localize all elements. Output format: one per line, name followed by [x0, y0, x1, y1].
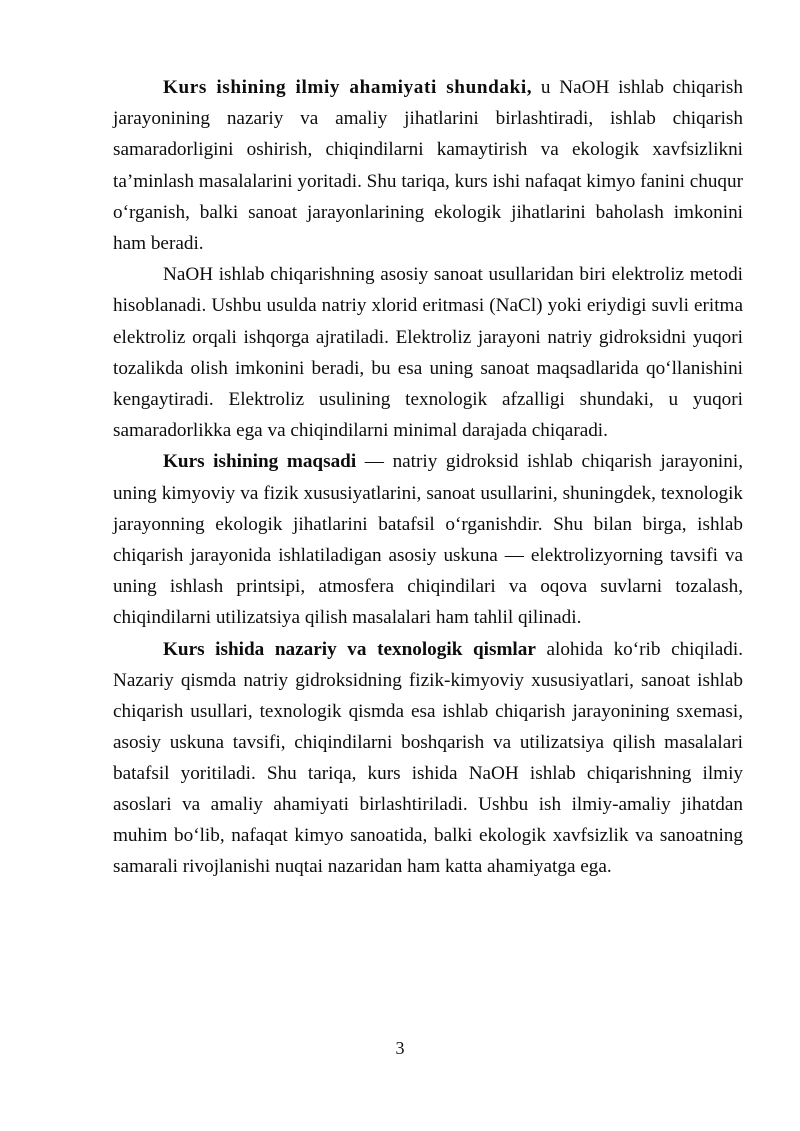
paragraph-4-body: alohida ko‘rib chiqiladi. Nazariy qismda natriy gidroksidning fizik-kimyoviy xususiyatlari, sanoat ishlab chiqarish usullari, texnologik qismda esa ishlab chiqarish jarayonining sxemasi, asosiy uskuna tavsifi, chiqindilarni boshqarish va utilizatsiya qilish masalalari batafsil yoritiladi. Shu tariqa, kurs ishida NaOH ishlab chiqarishning ilmiy asoslari va amaliy ahamiyati birlashtiriladi. Ushbu ish ilmiy-amaliy jihatdan muhim bo‘lib, nafaqat kimyo sanoatida, balki ekologik xavfsizlik va sanoatning samarali rivojlanishi nuqtai nazaridan ham katta ahamiyatga ega.	[113, 638, 743, 877]
paragraph-3	[113, 446, 743, 633]
paragraph-1-body: u NaOH ishlab chiqarish jarayonining nazariy va amaliy jihatlarini birlashtiradi, ishlab chiqarish samaradorligini oshirish, chiqindilarni kamaytirish va ekologik xavfsizlikni ta’minlash masalalarini yoritadi. Shu tariqa, kurs ishi nafaqat kimyo fanini chuqur o‘rganish, balki sanoat jarayonlarining ekologik jihatlarini baholash imkonini ham beradi.	[113, 77, 743, 255]
paragraph-1-lead: Kurs ishining ilmiy ahamiyati shundaki,	[163, 77, 533, 98]
paragraph-4	[113, 634, 743, 882]
page-number: 3	[395, 1038, 405, 1058]
body-text-column	[113, 72, 743, 882]
paragraph-4-lead: Kurs ishida nazariy va texnologik qismlar	[163, 638, 536, 660]
paragraph-3-body: — natriy gidroksid ishlab chiqarish jarayonini, uning kimyoviy va fizik xususiyatlarini, sanoat usullarini, shuningdek, texnologik jarayonning ekologik jihatlarini batafsil o‘rganishdir. Shu bilan birga, ishlab chiqarish jarayonida ishlatiladigan asosiy uskuna — elektrolizyorning tavsifi va uning ishlash printsipi, atmosfera chiqindilari va oqova suvlarni tozalash, chiqindilarni utilizatsiya qilish masalalari ham tahlil qilinadi.	[113, 451, 743, 629]
paragraph-2-body: NaOH ishlab chiqarishning asosiy sanoat usullaridan biri elektroliz metodi hisoblanadi. Ushbu usulda natriy xlorid eritmasi (NaCl) yoki eriydigi suvli eritma elektroliz orqali ishqorga ajratiladi. Elektroliz jarayoni natriy gidroksidni yuqori tozalikda olish imkonini beradi, bu esa uning sanoat maqsadlarida qo‘llanishini kengaytiradi. Elektroliz usulining texnologik afzalligi shundaki, u yuqori samaradorlikka ega va chiqindilarni minimal darajada chiqaradi.	[113, 264, 743, 442]
paragraph-1	[113, 72, 743, 259]
paragraph-3-lead: Kurs ishining maqsadi	[163, 451, 357, 473]
paragraph-2	[113, 259, 743, 446]
